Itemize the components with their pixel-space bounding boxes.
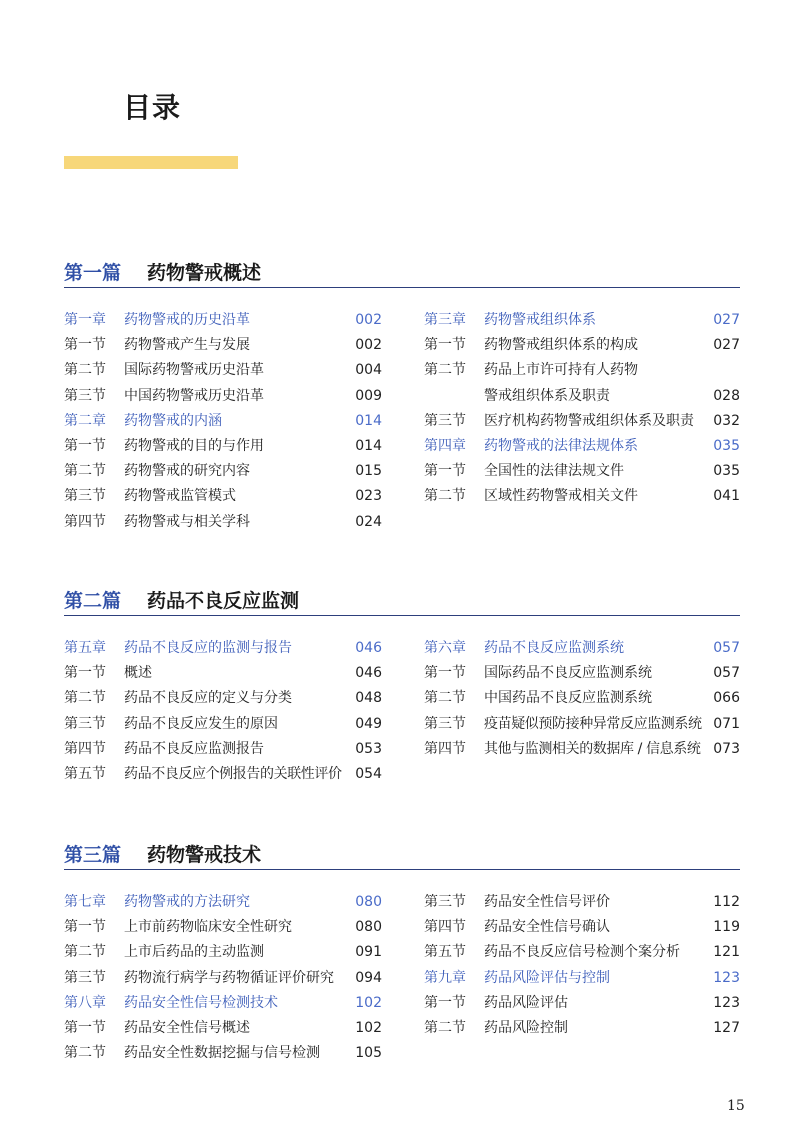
toc-section-entry <box>64 766 382 791</box>
entry-page-number: 105 <box>355 1045 382 1062</box>
entry-page-number: 057 <box>713 640 740 656</box>
entry-label: 第三节 <box>64 969 106 986</box>
entry-label: 第一节 <box>424 665 466 682</box>
toc-section-entry <box>64 716 382 741</box>
toc-section-entry <box>64 388 382 413</box>
entry-page-number: 023 <box>355 488 382 505</box>
toc-section-entry <box>64 362 382 387</box>
entry-page-number: 066 <box>713 690 740 707</box>
entry-label: 第二节 <box>424 488 466 505</box>
toc-column-right <box>424 312 740 514</box>
toc-section-entry <box>424 995 740 1020</box>
toc-section-entry <box>64 970 382 995</box>
toc-section-entry <box>424 463 740 488</box>
toc-section-entry <box>64 944 382 969</box>
part-label: 第三篇 <box>64 844 122 866</box>
entry-page-number: 127 <box>713 1019 740 1036</box>
entry-title: 药品不良反应发生的原因 <box>124 715 278 732</box>
toc-section-entry <box>424 919 740 944</box>
entry-page-number: 046 <box>355 640 382 656</box>
entry-title: 药品不良反应监测报告 <box>124 740 264 757</box>
part-header <box>64 258 740 288</box>
toc-section-entry <box>424 388 740 413</box>
entry-page-number: 054 <box>355 765 382 782</box>
entry-title: 药物警戒监管模式 <box>124 488 236 505</box>
entry-title: 药品不良反应个例报告的关联性评价 <box>124 765 342 782</box>
part-divider <box>64 287 740 288</box>
entry-page-number: 041 <box>713 488 740 505</box>
entry-page-number: 121 <box>713 944 740 961</box>
toc-column-left <box>64 894 382 1070</box>
entry-page-number: 071 <box>713 715 740 732</box>
entry-page-number: 014 <box>355 437 382 454</box>
part-header <box>64 840 740 870</box>
entry-label: 第四节 <box>64 740 106 757</box>
entry-page-number: 035 <box>713 437 740 454</box>
entry-page-number: 002 <box>355 312 382 328</box>
part-title: 药物警戒技术 <box>147 844 262 866</box>
entry-title: 其他与监测相关的数据库 / 信息系统 <box>484 740 701 757</box>
entry-title: 药物警戒产生与发展 <box>124 337 250 354</box>
entry-title: 药物警戒的法律法规体系 <box>484 437 638 454</box>
entry-label: 第二节 <box>64 944 106 961</box>
toc-section-entry <box>424 690 740 715</box>
toc-section-entry <box>64 514 382 539</box>
part-label: 第二篇 <box>64 590 122 612</box>
entry-title: 药物警戒的历史沿革 <box>124 312 250 328</box>
entry-label: 第三节 <box>424 715 466 732</box>
entry-page-number: 053 <box>355 740 382 757</box>
entry-page-number: 123 <box>713 969 740 986</box>
toc-section-entry <box>424 716 740 741</box>
entry-page-number: 123 <box>713 994 740 1011</box>
part-divider <box>64 615 740 616</box>
entry-title: 药品风险控制 <box>484 1019 568 1036</box>
entry-label: 第三节 <box>64 488 106 505</box>
toc-chapter-entry <box>64 995 382 1020</box>
entry-label: 第二章 <box>64 412 106 429</box>
toc-section-entry <box>64 438 382 463</box>
entry-page-number: 049 <box>355 715 382 732</box>
entry-page-number: 073 <box>713 740 740 757</box>
entry-title: 药品风险评估与控制 <box>484 969 610 986</box>
entry-title: 国际药品不良反应监测系统 <box>484 665 652 682</box>
entry-title: 中国药品不良反应监测系统 <box>484 690 652 707</box>
entry-title: 上市后药品的主动监测 <box>124 944 264 961</box>
entry-title: 药品不良反应监测系统 <box>484 640 624 656</box>
entry-label: 第一章 <box>64 312 106 328</box>
entry-label: 第四章 <box>424 437 466 454</box>
part-2 <box>64 586 740 782</box>
entry-title: 全国性的法律法规文件 <box>484 463 624 480</box>
entry-title: 药物警戒组织体系的构成 <box>484 337 638 354</box>
entry-title: 药品不良反应的定义与分类 <box>124 690 292 707</box>
entry-title: 药物警戒组织体系 <box>484 312 596 328</box>
entry-label: 第一节 <box>424 463 466 480</box>
toc-column-left <box>64 640 382 791</box>
entry-page-number: 046 <box>355 665 382 682</box>
part-1 <box>64 258 740 530</box>
toc-section-entry <box>424 1020 740 1045</box>
entry-title: 药物警戒的研究内容 <box>124 463 250 480</box>
page-number: 15 <box>727 1098 745 1114</box>
title-accent-bar <box>64 156 238 169</box>
entry-page-number: 080 <box>355 919 382 936</box>
toc-section-entry <box>424 665 740 690</box>
toc-section-entry <box>64 1045 382 1070</box>
toc-section-entry <box>64 463 382 488</box>
toc-section-entry <box>64 1020 382 1045</box>
entry-label: 第五章 <box>64 640 106 656</box>
entry-label: 第二节 <box>424 362 466 379</box>
part-title: 药物警戒概述 <box>147 262 262 284</box>
entry-title: 疫苗疑似预防接种异常反应监测系统 <box>484 715 702 732</box>
entry-title: 药品安全性数据挖掘与信号检测 <box>124 1045 320 1062</box>
entry-label: 第一节 <box>424 994 466 1011</box>
entry-page-number: 028 <box>713 387 740 404</box>
entry-title: 药品安全性信号确认 <box>484 919 610 936</box>
entry-page-number: 027 <box>713 312 740 328</box>
entry-label: 第二节 <box>64 463 106 480</box>
entry-label: 第二节 <box>424 690 466 707</box>
entry-title: 上市前药物临床安全性研究 <box>124 919 292 936</box>
entry-label: 第一节 <box>64 337 106 354</box>
entry-page-number: 112 <box>713 894 740 910</box>
entry-title: 警戒组织体系及职责 <box>484 387 610 404</box>
entry-title: 药物警戒与相关学科 <box>124 513 250 530</box>
entry-title: 区域性药物警戒相关文件 <box>484 488 638 505</box>
toc-section-entry <box>64 337 382 362</box>
entry-label: 第八章 <box>64 994 106 1011</box>
part-label: 第一篇 <box>64 262 122 284</box>
toc-section-entry <box>424 488 740 513</box>
entry-title: 药物警戒的内涵 <box>124 412 222 429</box>
entry-label: 第五节 <box>64 765 106 782</box>
page-title: 目录 <box>123 91 182 124</box>
entry-label: 第一节 <box>64 919 106 936</box>
entry-page-number: 094 <box>355 969 382 986</box>
entry-label: 第四节 <box>64 513 106 530</box>
entry-label: 第二节 <box>64 362 106 379</box>
entry-label: 第一节 <box>424 337 466 354</box>
entry-label: 第一节 <box>64 665 106 682</box>
entry-label: 第四节 <box>424 919 466 936</box>
entry-page-number: 004 <box>355 362 382 379</box>
entry-page-number: 024 <box>355 513 382 530</box>
entry-page-number: 002 <box>355 337 382 354</box>
toc-column-right <box>424 640 740 766</box>
entry-title: 药品安全性信号评价 <box>484 894 610 910</box>
entry-label: 第一节 <box>64 1019 106 1036</box>
toc-chapter-entry <box>424 970 740 995</box>
entry-label: 第三节 <box>424 894 466 910</box>
entry-title: 药品风险评估 <box>484 994 568 1011</box>
entry-page-number: 102 <box>355 994 382 1011</box>
entry-label: 第六章 <box>424 640 466 656</box>
toc-section-entry <box>424 337 740 362</box>
toc-column-left <box>64 312 382 539</box>
toc-chapter-entry <box>424 640 740 665</box>
toc-chapter-entry <box>64 894 382 919</box>
toc-column-right <box>424 894 740 1045</box>
toc-section-entry <box>424 894 740 919</box>
entry-page-number: 032 <box>713 412 740 429</box>
entry-page-number: 009 <box>355 387 382 404</box>
entry-page-number: 035 <box>713 463 740 480</box>
entry-page-number: 080 <box>355 894 382 910</box>
entry-label: 第二节 <box>64 690 106 707</box>
toc-section-entry <box>64 741 382 766</box>
entry-page-number: 027 <box>713 337 740 354</box>
toc-chapter-entry <box>64 640 382 665</box>
entry-title: 中国药物警戒历史沿革 <box>124 387 264 404</box>
entry-label: 第三章 <box>424 312 466 328</box>
entry-label: 第三节 <box>64 387 106 404</box>
toc-chapter-entry <box>64 413 382 438</box>
toc-section-entry <box>64 488 382 513</box>
part-divider <box>64 869 740 870</box>
entry-title: 药品安全性信号概述 <box>124 1019 250 1036</box>
entry-page-number: 102 <box>355 1019 382 1036</box>
toc-section-entry <box>424 362 740 387</box>
entry-label: 第五节 <box>424 944 466 961</box>
entry-label: 第九章 <box>424 969 466 986</box>
toc-chapter-entry <box>64 312 382 337</box>
entry-title: 药品不良反应的监测与报告 <box>124 640 292 656</box>
entry-page-number: 091 <box>355 944 382 961</box>
entry-page-number: 015 <box>355 463 382 480</box>
part-title: 药品不良反应监测 <box>147 590 300 612</box>
entry-label: 第七章 <box>64 894 106 910</box>
entry-title: 国际药物警戒历史沿革 <box>124 362 264 379</box>
toc-section-entry <box>64 919 382 944</box>
entry-page-number: 057 <box>713 665 740 682</box>
entry-page-number: 119 <box>713 919 740 936</box>
entry-title: 药物警戒的方法研究 <box>124 894 250 910</box>
toc-section-entry <box>424 413 740 438</box>
part-header <box>64 586 740 616</box>
entry-label: 第四节 <box>424 740 466 757</box>
entry-title: 药物流行病学与药物循证评价研究 <box>124 969 334 986</box>
toc-section-entry <box>64 665 382 690</box>
toc-section-entry <box>64 690 382 715</box>
entry-label: 第三节 <box>64 715 106 732</box>
toc-chapter-entry <box>424 438 740 463</box>
entry-title: 概述 <box>124 665 152 682</box>
entry-page-number: 048 <box>355 690 382 707</box>
entry-title: 药品安全性信号检测技术 <box>124 994 278 1011</box>
entry-title: 药物警戒的目的与作用 <box>124 437 264 454</box>
entry-label: 第一节 <box>64 437 106 454</box>
entry-title: 药品不良反应信号检测个案分析 <box>484 944 680 961</box>
entry-title: 药品上市许可持有人药物 <box>484 362 638 379</box>
part-3 <box>64 840 740 1062</box>
entry-page-number: 014 <box>355 412 382 429</box>
entry-label: 第二节 <box>424 1019 466 1036</box>
entry-label: 第二节 <box>64 1045 106 1062</box>
toc-section-entry <box>424 741 740 766</box>
entry-title: 医疗机构药物警戒组织体系及职责 <box>484 412 694 429</box>
toc-section-entry <box>424 944 740 969</box>
entry-label: 第三节 <box>424 412 466 429</box>
toc-chapter-entry <box>424 312 740 337</box>
